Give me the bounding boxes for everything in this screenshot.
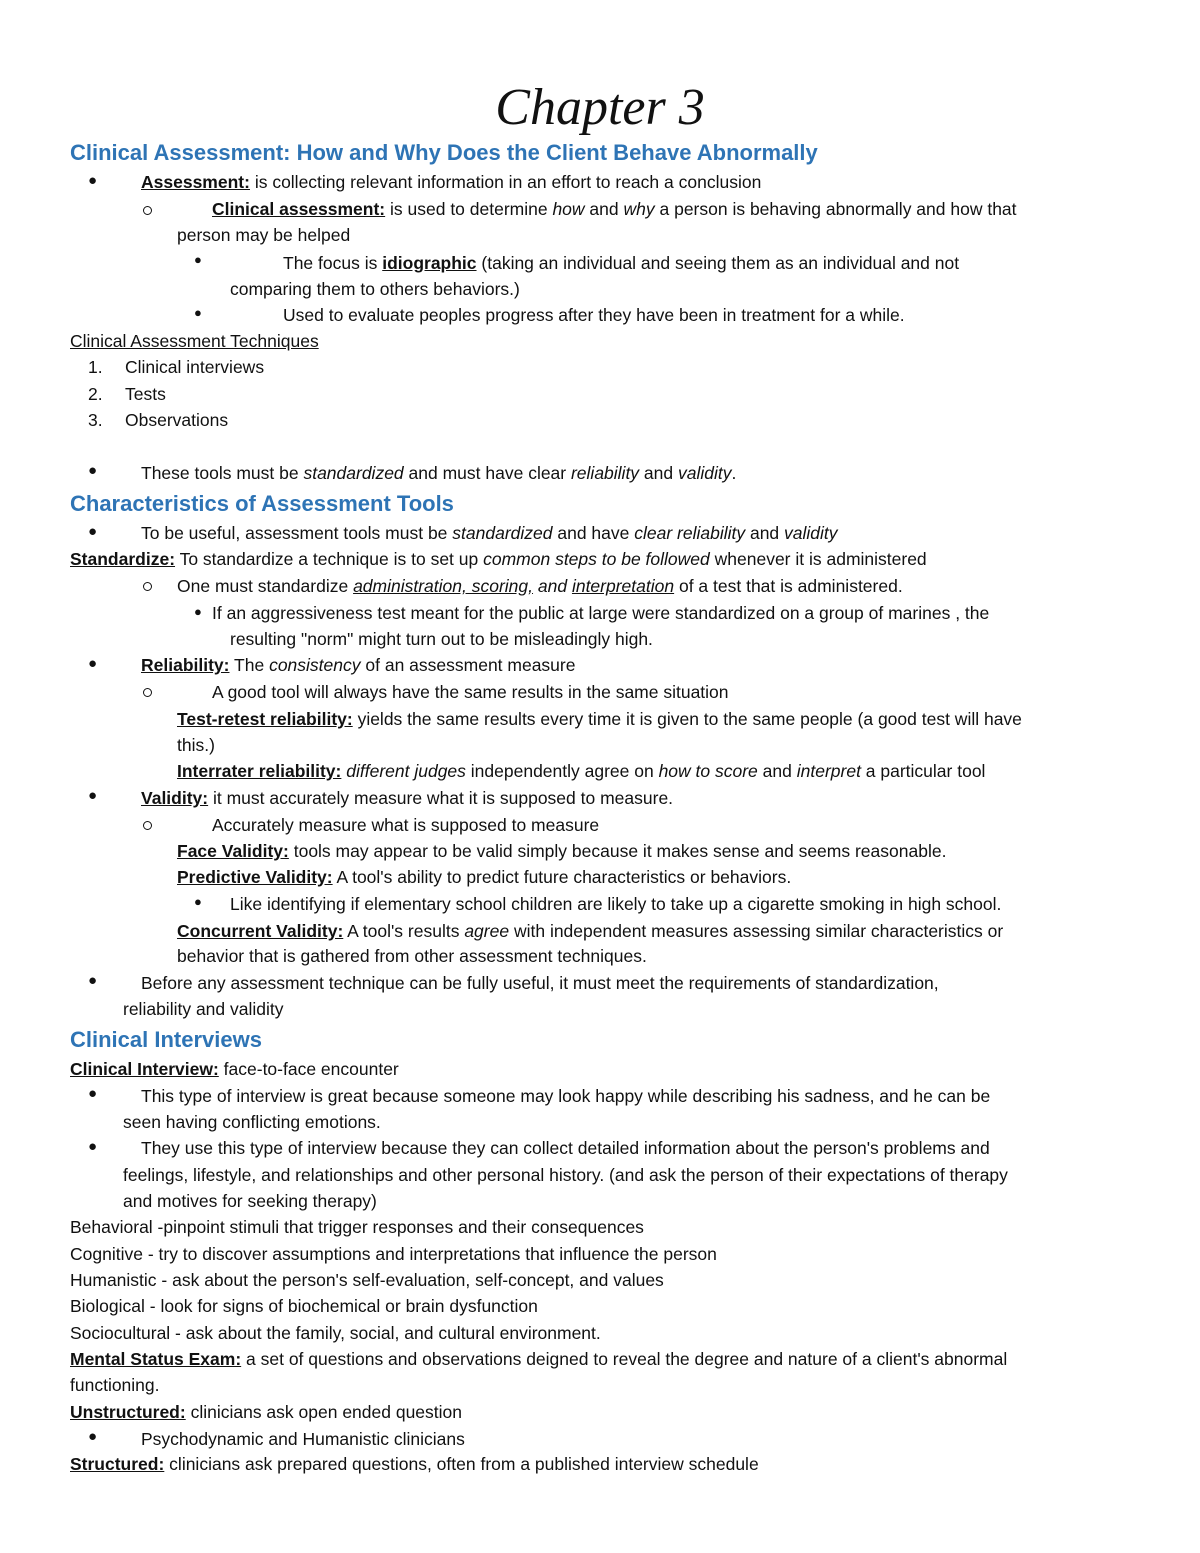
bullet-dot: ● [88,172,98,189]
heading-characteristics: Characteristics of Assessment Tools [70,491,454,516]
aggressiveness-line: If an aggressiveness test meant for the public at large were standardized on a group of marines , the [212,603,990,623]
interrater-line: Interrater reliability: different judges independently agree on how to score and interpret a particular tool [177,761,986,781]
concurrent-validity-line: Concurrent Validity: A tool's results agree with independent measures assessing similar characteristics or [177,921,1004,941]
one-must-line: One must standardize administration, scoring, and interpretation of a test that is administered. [177,576,903,596]
term-concurrent-validity: Concurrent Validity: [177,921,344,941]
they-cont-2: and motives for seeking therapy) [123,1191,377,1211]
bullet-dot: ● [88,787,98,804]
focus-line: The focus is idiographic (taking an individual and seeing them as an individual and not [283,253,960,273]
they-cont-1: feelings, lifestyle, and relationships and other personal history. (and ask the person of their expectations of therapy [123,1165,1008,1185]
bullet-circle [143,206,152,215]
test-retest-cont: this.) [177,735,215,755]
techniques-title: Clinical Assessment Techniques [70,331,319,351]
aggressiveness-cont: resulting "norm" might turn out to be misleadingly high. [230,629,653,649]
mental-status-cont: functioning. [70,1375,160,1395]
they-line: They use this type of interview because they can collect detailed information about the person's problems and [141,1138,990,1158]
heading-clinical-assessment: Clinical Assessment: How and Why Does the Client Behave Abnormally [70,140,818,165]
term-structured: Structured: [70,1454,165,1474]
bullet-circle [143,582,152,591]
mental-status-line: Mental Status Exam: a set of questions and observations deigned to reveal the degree and nature of a client's abnormal [70,1349,1008,1369]
test-retest-line: Test-retest reliability: yields the same results every time it is given to the same people (a good test will have [177,709,1022,729]
bullet-dot: ● [88,462,98,479]
bullet-dot: ● [194,604,202,619]
term-reliability: Reliability: [141,655,230,675]
accurately-line: Accurately measure what is supposed to measure [212,815,600,835]
reliability-line: Reliability: The consistency of an assessment measure [141,655,576,675]
behavioral-line: Behavioral -pinpoint stimuli that trigger responses and their consequences [70,1217,644,1237]
bullet-dot: ● [88,972,98,989]
structured-line: Structured: clinicians ask prepared questions, often from a published interview schedule [70,1454,759,1474]
clinical-assessment-cont: person may be helped [177,225,351,245]
unstructured-line: Unstructured: clinicians ask open ended question [70,1402,463,1422]
bullet-dot: ● [88,1428,98,1445]
before-cont: reliability and validity [123,999,284,1019]
useful-line: To be useful, assessment tools must be standardized and have clear reliability and validity [141,523,838,543]
list-item-1: Clinical interviews [125,357,265,377]
list-num-3: 3. [88,410,103,430]
validity-line: Validity: it must accurately measure what it is supposed to measure. [141,788,674,808]
humanistic-line: Humanistic - ask about the person's self-evaluation, self-concept, and values [70,1270,664,1290]
bullet-dot: ● [88,1085,98,1102]
cognitive-line: Cognitive - try to discover assumptions and interpretations that influence the person [70,1244,717,1264]
type-cont: seen having conflicting emotions. [123,1112,381,1132]
bullet-dot: ● [88,1138,98,1155]
term-test-retest: Test-retest reliability: [177,709,353,729]
face-validity-line: Face Validity: tools may appear to be valid simply because it makes sense and seems reasonable. [177,841,947,861]
good-tool-line: A good tool will always have the same results in the same situation [212,682,729,702]
term-face-validity: Face Validity: [177,841,289,861]
used-line: Used to evaluate peoples progress after they have been in treatment for a while. [283,305,905,325]
term-clinical-interview: Clinical Interview: [70,1059,219,1079]
bullet-dot: ● [88,523,98,540]
term-validity: Validity: [141,788,209,808]
list-item-3: Observations [125,410,229,430]
before-line: Before any assessment technique can be fully useful, it must meet the requirements of standardization, [141,973,939,993]
tools-line: These tools must be standardized and must have clear reliability and validity. [141,463,737,483]
sociocultural-line: Sociocultural - ask about the family, social, and cultural environment. [70,1323,601,1343]
type-line: This type of interview is great because someone may look happy while describing his sadness, and he can be [141,1086,991,1106]
heading-clinical-interviews: Clinical Interviews [70,1027,262,1052]
bullet-dot: ● [194,305,202,320]
assessment-line: Assessment: is collecting relevant information in an effort to reach a conclusion [141,172,762,192]
standardize-line: Standardize: To standardize a technique is to set up common steps to be followed whenever it is administered [70,549,927,569]
term-idiographic: idiographic [382,253,477,273]
list-item-2: Tests [125,384,166,404]
bullet-circle [143,688,152,697]
bullet-circle [143,821,152,830]
term-mental-status-exam: Mental Status Exam: [70,1349,242,1369]
biological-line: Biological - look for signs of biochemical or brain dysfunction [70,1296,538,1316]
clinical-assessment-line: Clinical assessment: is used to determine how and why a person is behaving abnormally and how that [212,199,1017,219]
concurrent-validity-cont: behavior that is gathered from other assessment techniques. [177,946,647,966]
term-interrater: Interrater reliability: [177,761,342,781]
bullet-dot: ● [194,252,202,267]
page-title: Chapter 3 [495,79,705,136]
predictive-validity-line: Predictive Validity: A tool's ability to predict future characteristics or behaviors. [177,867,792,887]
bullet-dot: ● [194,894,202,909]
term-assessment: Assessment: [141,172,250,192]
psychodynamic-line: Psychodynamic and Humanistic clinicians [141,1429,465,1449]
term-unstructured: Unstructured: [70,1402,186,1422]
like-line: Like identifying if elementary school children are likely to take up a cigarette smoking in high school. [230,894,1002,914]
list-num-1: 1. [88,357,103,377]
list-num-2: 2. [88,384,103,404]
focus-cont: comparing them to others behaviors.) [230,279,520,299]
term-standardize: Standardize: [70,549,176,569]
term-clinical-assessment: Clinical assessment: [212,199,386,219]
clinical-interview-line: Clinical Interview: face-to-face encounter [70,1059,399,1079]
term-predictive-validity: Predictive Validity: [177,867,333,887]
bullet-dot: ● [88,655,98,672]
